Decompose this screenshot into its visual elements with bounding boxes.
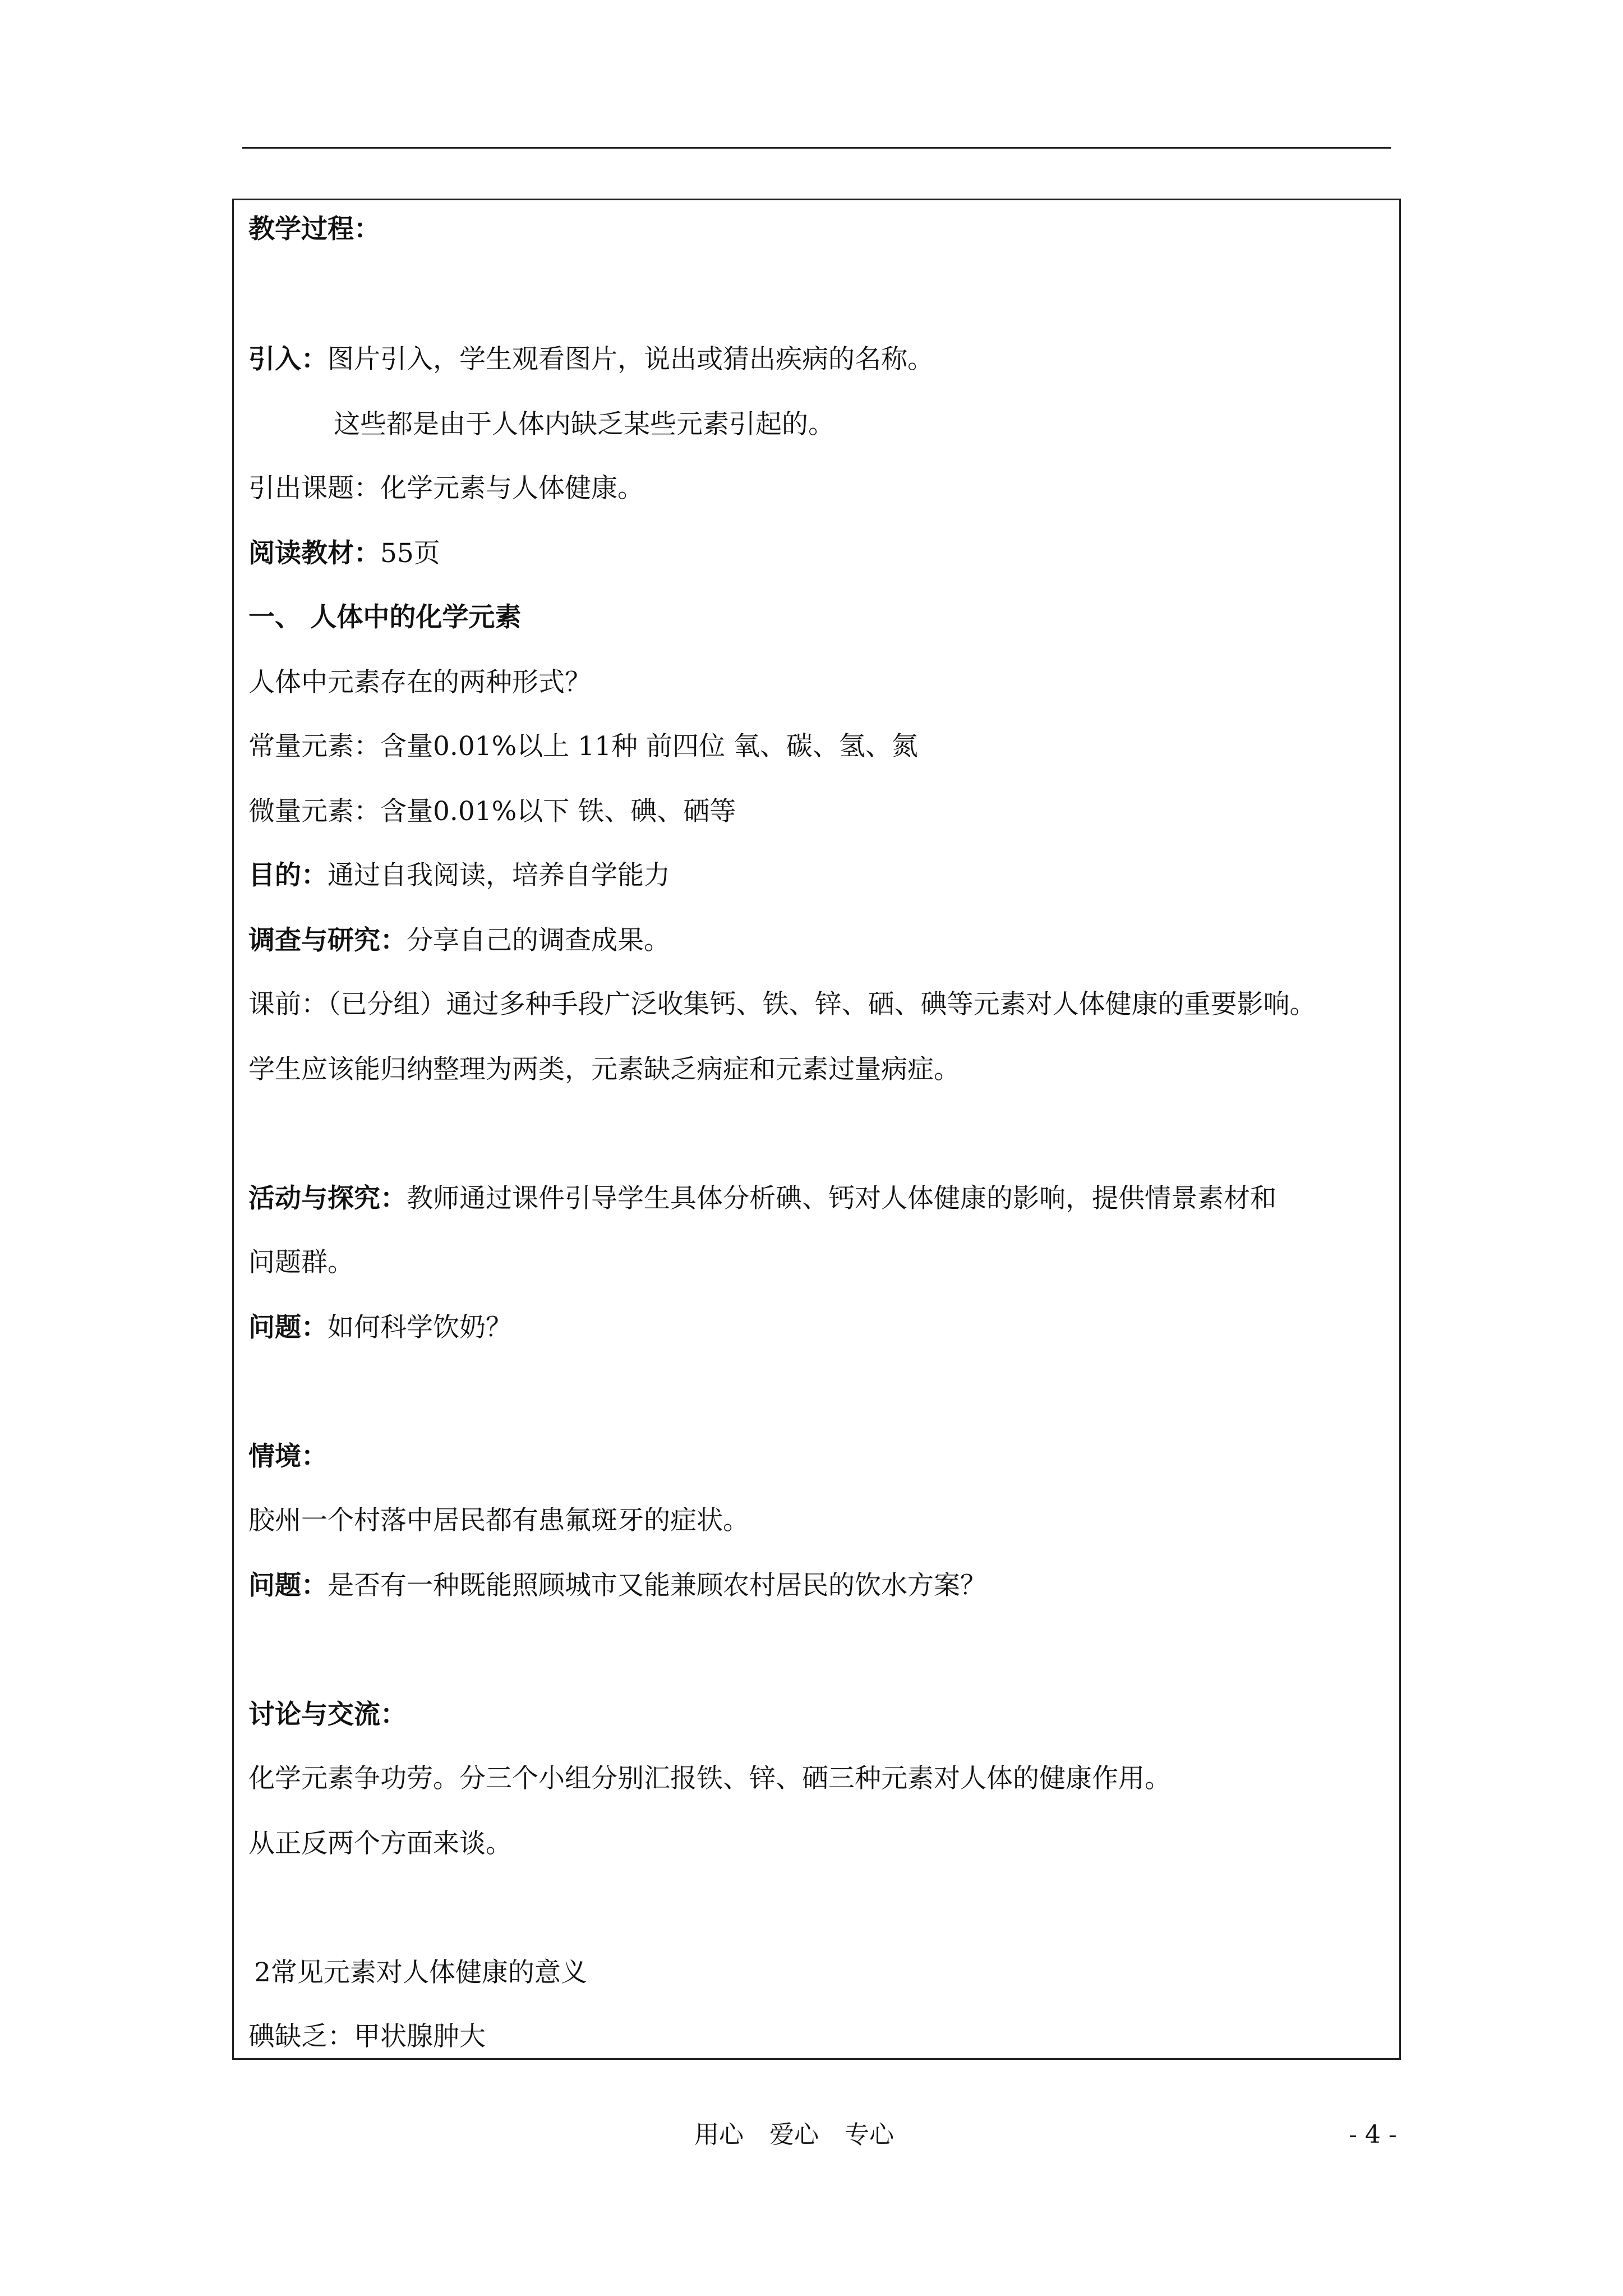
discussion-heading: 讨论与交流： xyxy=(248,1699,407,1730)
page-number: - 4 - xyxy=(1349,2120,1397,2149)
activity-continuation-line: 问题群。 xyxy=(248,1247,354,1278)
scenario-text-line: 胶州一个村落中居民都有患氟斑牙的症状。 xyxy=(248,1505,749,1536)
classification-line: 学生应该能归纳整理为两类，元素缺乏病症和元素过量病症。 xyxy=(248,1054,960,1085)
macro-elements-line: 常量元素：含量0.01%以上 11种 前四位 氧、碳、氢、氮 xyxy=(248,731,918,762)
teaching-process-heading: 教学过程： xyxy=(248,214,380,245)
header-rule xyxy=(242,147,1391,149)
preclass-line: 课前：（已分组）通过多种手段广泛收集钙、铁、锌、硒、碘等元素对人体健康的重要影响。 xyxy=(248,989,1316,1020)
investigation-line: 调查与研究：分享自己的调查成果。 xyxy=(248,925,670,956)
intro-line: 引入：图片引入，学生观看图片，说出或猜出疾病的名称。 xyxy=(248,344,934,375)
common-elements-heading: 2常见元素对人体健康的意义 xyxy=(254,1957,587,1988)
activity-line: 活动与探究：教师通过课件引导学生具体分析碘、钙对人体健康的影响，提供情景素材和 xyxy=(248,1183,1276,1214)
purpose-line: 目的：通过自我阅读，培养自学能力 xyxy=(248,860,670,891)
footer-motto: 用心 爱心 专心 xyxy=(694,2120,894,2149)
section-one-heading: 一、 人体中的化学元素 xyxy=(248,602,522,633)
lesson-content-box xyxy=(232,199,1401,2060)
scenario-heading: 情境： xyxy=(248,1441,328,1472)
discussion-continuation-line: 从正反两个方面来谈。 xyxy=(248,1828,512,1859)
trace-elements-line: 微量元素：含量0.01%以下 铁、碘、硒等 xyxy=(248,796,736,827)
water-question-line: 问题：是否有一种既能照顾城市又能兼顾农村居民的饮水方案？ xyxy=(248,1570,986,1601)
topic-line: 引出课题：化学元素与人体健康。 xyxy=(248,473,644,504)
element-forms-question: 人体中元素存在的两种形式？ xyxy=(248,667,591,698)
intro-explanation-line: 这些都是由于人体内缺乏某些元素引起的。 xyxy=(334,409,834,440)
iodine-deficiency-line: 碘缺乏：甲状腺肿大 xyxy=(248,2021,486,2052)
discussion-text-line: 化学元素争功劳。分三个小组分别汇报铁、锌、硒三种元素对人体的健康作用。 xyxy=(248,1763,1171,1794)
reading-line: 阅读教材：55页 xyxy=(248,538,440,569)
milk-question-line: 问题：如何科学饮奶？ xyxy=(248,1312,512,1343)
